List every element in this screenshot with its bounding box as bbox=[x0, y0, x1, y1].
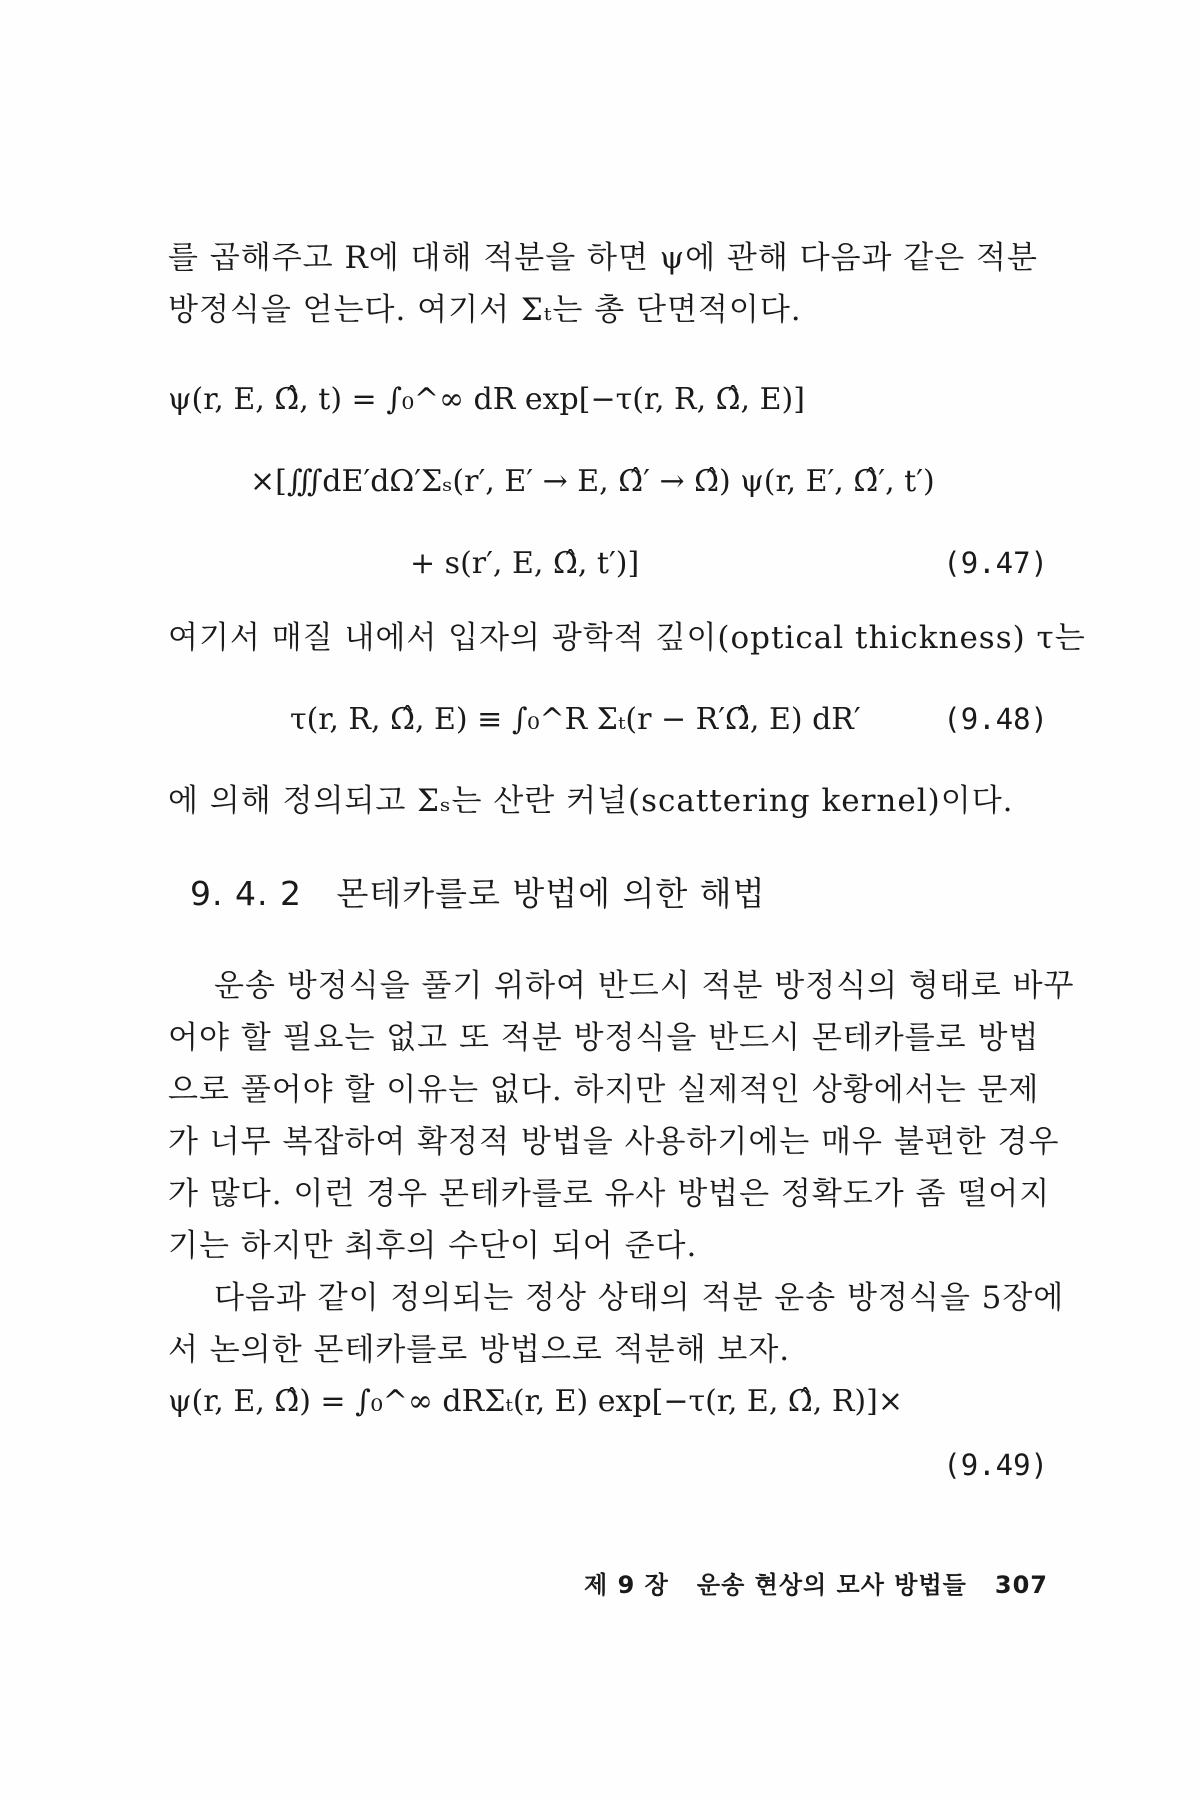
equation-9-49: ψ(r, E, Ω̂) = ∫₀^∞ dRΣₜ(r, E) exp[−τ(r, E, Ω̂, R)]× bbox=[168, 1384, 903, 1419]
paragraph-1 bbox=[168, 960, 1075, 1376]
text-line: 가 많다. 이런 경우 몬테카를로 유사 방법은 정확도가 좀 떨어지 bbox=[168, 1176, 1051, 1212]
intro-paragraph bbox=[168, 232, 1048, 336]
text-line: 서 논의한 몬테카를로 방법으로 적분해 보자. bbox=[168, 1332, 791, 1368]
text-line: 가 너무 복잡하여 확정적 방법을 사용하기에는 매우 불편한 경우 bbox=[168, 1124, 1060, 1160]
kernel-sentence bbox=[168, 775, 1048, 827]
text-line: 다음과 같이 정의되는 정상 상태의 적분 운송 방정식을 5장에 bbox=[214, 1280, 1065, 1316]
section-heading bbox=[190, 868, 765, 915]
text-line: 를 곱해주고 R에 대해 적분을 하면 ψ에 관해 다음과 같은 적분 bbox=[168, 240, 1038, 276]
equation-number: (9.47) bbox=[943, 546, 1048, 580]
equation-9-48: τ(r, R, Ω̂, E) ≡ ∫₀^R Σₜ(r − R′Ω̂, E) dR′ bbox=[290, 702, 861, 737]
equation-number: (9.48) bbox=[943, 702, 1048, 736]
text-line: 으로 풀어야 할 이유는 없다. 하지만 실제적인 상황에서는 문제 bbox=[168, 1072, 1040, 1108]
text-line: 운송 방정식을 풀기 위하여 반드시 적분 방정식의 형태로 바꾸 bbox=[214, 968, 1075, 1004]
section-title: 몬테카를로 방법에 의한 해법 bbox=[336, 874, 766, 913]
equation-9-47-line-2: ×[∭dE′dΩ′Σₛ(r′, E′ → E, Ω̂′ → Ω̂) ψ(r, E′, Ω̂′, t′) bbox=[250, 464, 935, 499]
page-footer bbox=[584, 1565, 1048, 1600]
text-line: 기는 하지만 최후의 수단이 되어 준다. bbox=[168, 1228, 698, 1264]
page-number: 307 bbox=[994, 1571, 1048, 1599]
footer-chapter: 제 9 장 bbox=[584, 1571, 669, 1599]
text-line: 방정식을 얻는다. 여기서 Σₜ는 총 단면적이다. bbox=[168, 292, 802, 328]
footer-title: 운송 현상의 모사 방법들 bbox=[696, 1571, 967, 1599]
equation-number: (9.49) bbox=[943, 1448, 1048, 1482]
optical-thickness-sentence bbox=[168, 612, 1086, 664]
text-line: 어야 할 필요는 없고 또 적분 방정식을 반드시 몬테카를로 방법 bbox=[168, 1020, 1040, 1056]
section-number: 9. 4. 2 bbox=[190, 874, 302, 913]
text-line: 에 의해 정의되고 Σₛ는 산란 커널(scattering kernel)이다. bbox=[168, 783, 1014, 819]
equation-9-47-line-3: + s(r′, E, Ω̂, t′)] bbox=[410, 546, 640, 581]
equation-9-47-line-1: ψ(r, E, Ω̂, t) = ∫₀^∞ dR exp[−τ(r, R, Ω̂, E)] bbox=[168, 382, 805, 417]
text-line: 여기서 매질 내에서 입자의 광학적 깊이(optical thickness) τ는 bbox=[168, 620, 1086, 656]
